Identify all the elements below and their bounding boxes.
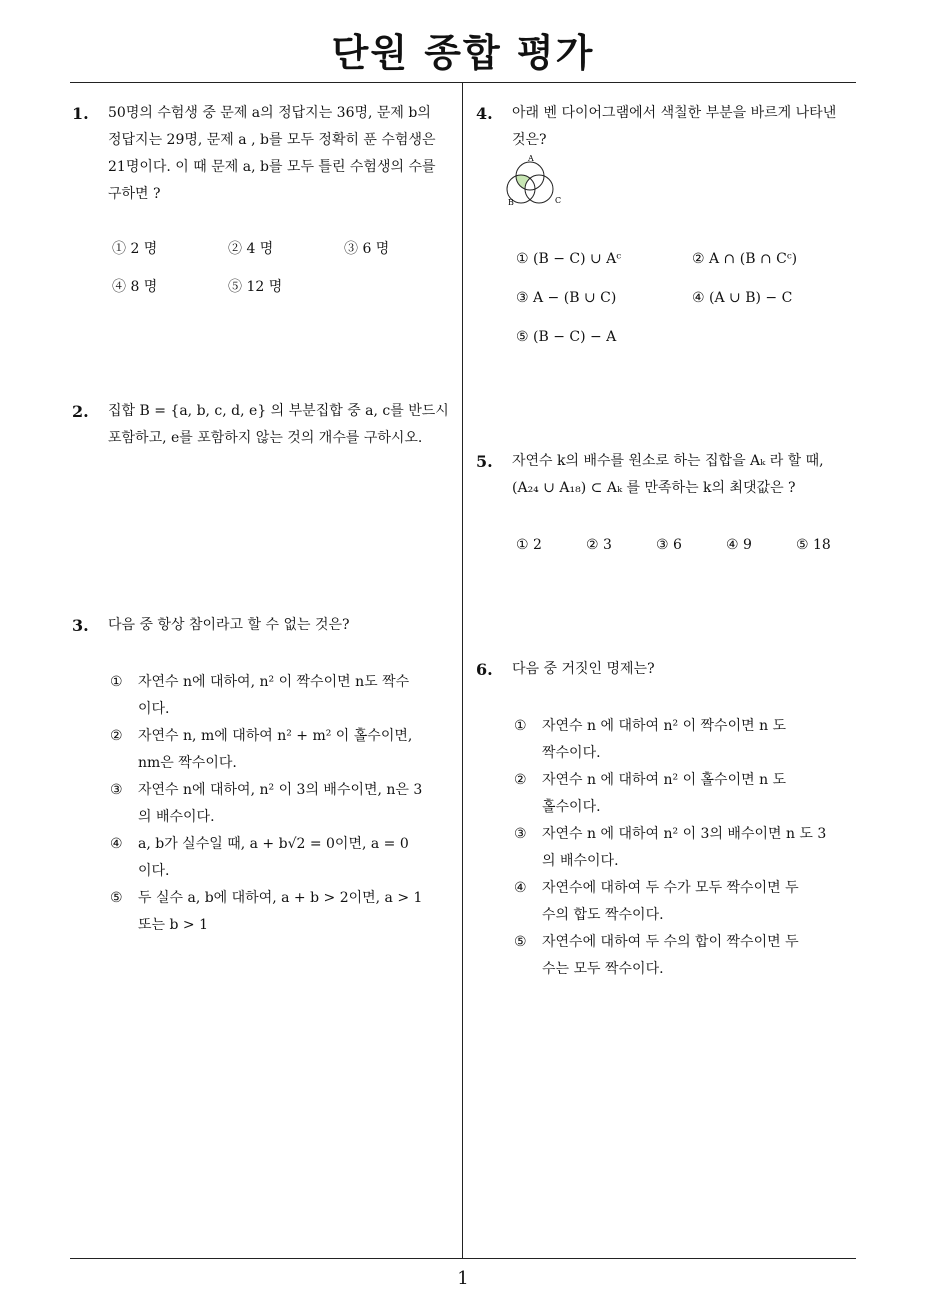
option-mark: ② — [110, 728, 123, 744]
option-mark: ⑤ — [514, 934, 527, 950]
option-line: 자연수에 대하여 두 수의 합이 짝수이면 두 — [542, 934, 799, 950]
stem-line: 50명의 수험생 중 문제 a의 정답지는 36명, 문제 b의 — [108, 105, 431, 121]
option-line: 짝수이다. — [542, 745, 601, 761]
option-mark: ③ — [514, 826, 527, 842]
question-stem — [512, 100, 860, 154]
option-3[interactable] — [514, 821, 862, 875]
option-line: a, b가 실수일 때, a + b√2 = 0이면, a = 0 — [138, 836, 409, 852]
option-line: 자연수 n 에 대하여 n² 이 3의 배수이면 n 도 3 — [542, 826, 827, 842]
option-line: 홀수이다. — [542, 799, 601, 815]
option-line: 자연수 n, m에 대하여 n² + m² 이 홀수이면, — [138, 728, 413, 744]
option-5[interactable]: ⑤ 12 명 — [228, 279, 283, 295]
option-4[interactable] — [110, 831, 458, 885]
option-line: 의 배수이다. — [138, 809, 215, 825]
option-2[interactable]: ② A ∩ (B ∩ Cᶜ) — [692, 251, 798, 267]
option-1[interactable]: ① (B − C) ∪ Aᶜ — [516, 251, 622, 267]
option-4[interactable] — [514, 875, 862, 929]
question-3 — [72, 612, 458, 939]
option-mark: ② — [514, 772, 527, 788]
stem-line: 아래 벤 다이어그램에서 색칠한 부분을 바르게 나타낸 — [512, 105, 837, 121]
top-rule — [70, 82, 856, 83]
answer-options — [112, 236, 458, 316]
set-b-label: B — [508, 198, 514, 207]
option-mark: ① — [514, 718, 527, 734]
option-mark: ④ — [514, 880, 527, 896]
option-1[interactable]: ① 2 명 — [112, 241, 158, 257]
option-3[interactable]: ③ 6 명 — [344, 241, 390, 257]
question-4 — [476, 100, 860, 345]
option-mark: ① — [110, 674, 123, 690]
answer-options — [110, 669, 458, 939]
question-5 — [476, 448, 862, 562]
option-line: 수의 합도 짝수이다. — [542, 907, 664, 923]
option-2[interactable]: ② 4 명 — [228, 241, 274, 257]
question-number: 3. — [72, 616, 89, 635]
option-mark: ③ — [110, 782, 123, 798]
option-line: nm은 짝수이다. — [138, 755, 237, 771]
bottom-rule — [70, 1258, 856, 1259]
stem-line: 것은? — [512, 132, 547, 148]
option-5[interactable]: ⑤ 18 — [796, 537, 831, 553]
stem-line: 집합 B = {a, b, c, d, e} 의 부분집합 중 a, c를 반드시 — [108, 403, 449, 419]
question-1 — [72, 100, 458, 316]
option-3[interactable]: ③ A − (B ∪ C) — [516, 290, 617, 306]
question-stem: 다음 중 거짓인 명제는? — [512, 661, 655, 677]
option-1[interactable] — [514, 713, 862, 767]
option-line: 의 배수이다. — [542, 853, 619, 869]
option-line: 자연수 n에 대하여, n² 이 3의 배수이면, n은 3 — [138, 782, 423, 798]
stem-line: 21명이다. 이 때 문제 a, b를 모두 틀린 수험생의 수를 — [108, 159, 436, 175]
question-stem — [512, 448, 862, 502]
option-line: 이다. — [138, 701, 170, 717]
stem-line: 구하면 ? — [108, 186, 161, 202]
set-c-label: C — [555, 196, 562, 205]
column-divider — [462, 82, 463, 1258]
question-number: 6. — [476, 660, 493, 679]
option-line: 또는 b > 1 — [138, 917, 208, 933]
option-3[interactable] — [110, 777, 458, 831]
option-line: 자연수에 대하여 두 수가 모두 짝수이면 두 — [542, 880, 799, 896]
option-line: 수는 모두 짝수이다. — [542, 961, 664, 977]
question-number: 4. — [476, 104, 493, 123]
venn-diagram — [506, 154, 572, 210]
question-2 — [72, 398, 458, 452]
option-line: 이다. — [138, 863, 170, 879]
option-mark: ④ — [110, 836, 123, 852]
option-2[interactable]: ② 3 — [586, 537, 612, 553]
option-2[interactable] — [110, 723, 458, 777]
answer-options — [516, 246, 896, 356]
question-stem — [108, 398, 458, 452]
question-6 — [476, 656, 862, 983]
option-5[interactable]: ⑤ (B − C) − A — [516, 329, 617, 345]
question-stem: 다음 중 항상 참이라고 할 수 없는 것은? — [108, 617, 350, 633]
question-number: 2. — [72, 402, 89, 421]
stem-line: 포함하고, e를 포함하지 않는 것의 개수를 구하시오. — [108, 430, 423, 446]
question-number: 5. — [476, 452, 493, 471]
set-a-label: A — [528, 154, 534, 163]
stem-line: (A₂₄ ∪ A₁₈) ⊂ Aₖ 를 만족하는 k의 최댓값은 ? — [512, 480, 796, 496]
option-3[interactable]: ③ 6 — [656, 537, 682, 553]
option-line: 자연수 n 에 대하여 n² 이 홀수이면 n 도 — [542, 772, 787, 788]
stem-line: 자연수 k의 배수를 원소로 하는 집합을 Aₖ 라 할 때, — [512, 453, 824, 469]
option-2[interactable] — [514, 767, 862, 821]
answer-options — [516, 532, 862, 562]
question-stem — [108, 100, 458, 208]
option-5[interactable] — [514, 929, 862, 983]
page-number: 1 — [457, 1268, 469, 1289]
option-line: 자연수 n에 대하여, n² 이 짝수이면 n도 짝수 — [138, 674, 410, 690]
option-4[interactable]: ④ 9 — [726, 537, 752, 553]
option-5[interactable] — [110, 885, 458, 939]
stem-line: 정답지는 29명, 문제 a , b를 모두 정확히 푼 수험생은 — [108, 132, 436, 148]
question-number: 1. — [72, 104, 89, 123]
page-title: 단원 종합 평가 — [331, 31, 595, 75]
option-mark: ⑤ — [110, 890, 123, 906]
option-1[interactable] — [110, 669, 458, 723]
option-line: 자연수 n 에 대하여 n² 이 짝수이면 n 도 — [542, 718, 787, 734]
option-4[interactable]: ④ 8 명 — [112, 279, 158, 295]
option-line: 두 실수 a, b에 대하여, a + b > 2이면, a > 1 — [138, 890, 423, 906]
answer-options — [514, 713, 862, 983]
option-1[interactable]: ① 2 — [516, 537, 542, 553]
option-4[interactable]: ④ (A ∪ B) − C — [692, 290, 793, 306]
